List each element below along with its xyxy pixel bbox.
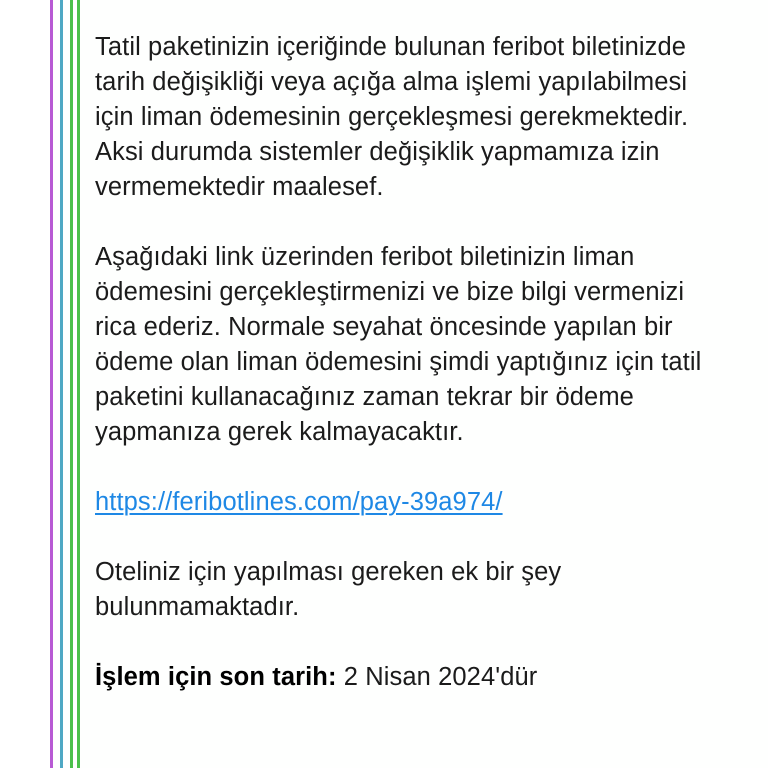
- quote-stripe-green-1: [70, 0, 73, 768]
- paragraph-ferry-ticket-change: Tatil paketinizin içeriğinde bulunan feribot biletinizde tarih değişikliği veya açığa alma işlemi yapılabilmesi için liman ödemesinin gerçekleşmesi gerekmektedir. Aksi durumda sistemler değişiklik yapmamıza izin vermemektedir maalesef.: [95, 33, 689, 201]
- payment-link[interactable]: https://feribotlines.com/pay-39a974/: [95, 488, 503, 516]
- message-text-container: [95, 30, 715, 695]
- payment-link-row: [95, 485, 715, 520]
- deadline-label: İşlem için son tarih:: [95, 663, 337, 691]
- paragraph-payment-request: Aşağıdaki link üzerinden feribot biletinizin liman ödemesini gerçekleştirmenizi ve bize bilgi vermenizi rica ederiz. Normale seyahat öncesinde yapılan bir ödeme olan liman ödemesini şimdi yaptığınız için tatil paketini kullanacağınız zaman tekrar bir ödeme yapmanıza gerek kalmayacaktır.: [95, 243, 702, 446]
- quote-stripe-teal: [60, 0, 63, 768]
- deadline-line: [95, 660, 715, 695]
- quote-stripe-green-2: [77, 0, 80, 768]
- paragraph-hotel-note: Oteliniz için yapılması gereken ek bir şey bulunmamaktadır.: [95, 558, 562, 621]
- deadline-value: 2 Nisan 2024'dür: [336, 663, 538, 691]
- quote-stripe-group: [0, 0, 90, 768]
- quote-stripe-purple: [50, 0, 53, 768]
